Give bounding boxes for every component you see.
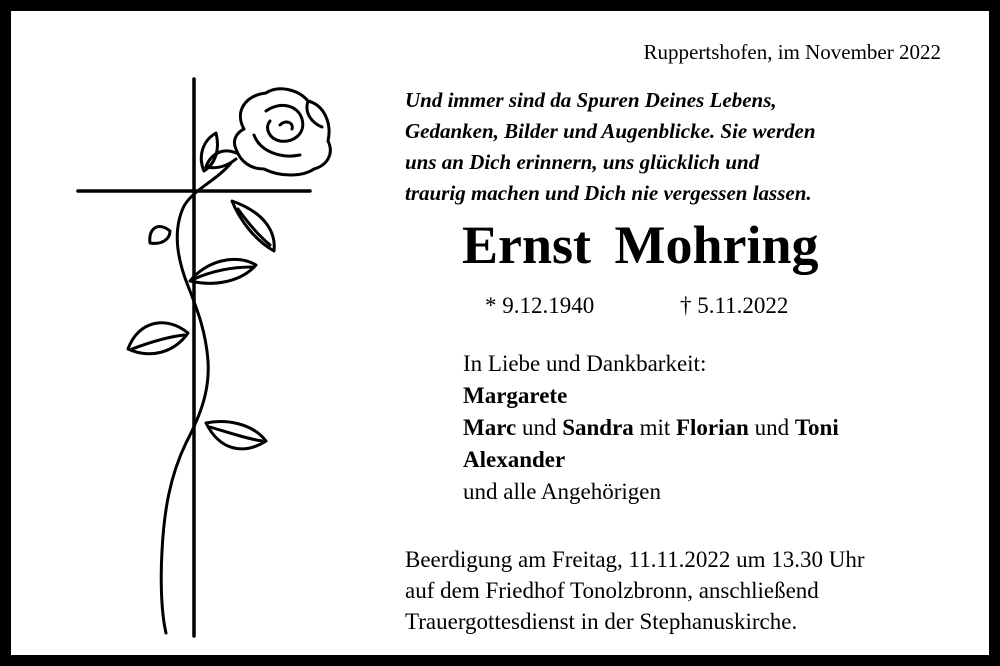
poem-line: uns an Dich erinnern, uns glücklich und bbox=[405, 150, 760, 174]
mourner-name: Margarete bbox=[463, 383, 568, 408]
mourners-list bbox=[463, 348, 839, 508]
deceased-name: Ernst Mohring bbox=[462, 215, 819, 275]
funeral-line: Beerdigung am Freitag, 11.11.2022 um 13.30 Uhr bbox=[405, 547, 865, 572]
poem-line: traurig machen und Dich nie vergessen lassen. bbox=[405, 181, 812, 205]
funeral-line: Trauergottesdienst in der Stephanuskirche. bbox=[405, 609, 798, 634]
funeral-info bbox=[405, 544, 865, 637]
mourner-name: Marc bbox=[463, 415, 517, 440]
connector-text: und bbox=[516, 415, 563, 440]
place-date: Ruppertshofen, im November 2022 bbox=[643, 40, 941, 64]
poem-line: Und immer sind da Spuren Deines Lebens, bbox=[405, 88, 777, 112]
connector-text: und bbox=[748, 415, 795, 440]
mourners-intro: In Liebe und Dankbarkeit: bbox=[463, 351, 707, 376]
death-date: † 5.11.2022 bbox=[680, 293, 789, 318]
mourner-name: Florian bbox=[675, 415, 749, 440]
mourners-closing: und alle Angehörigen bbox=[463, 479, 662, 504]
cross-with-rose-icon bbox=[66, 71, 356, 641]
birth-date: * 9.12.1940 bbox=[485, 293, 595, 318]
mourner-name: Sandra bbox=[562, 415, 634, 440]
mourner-name: Alexander bbox=[463, 447, 566, 472]
funeral-line: auf dem Friedhof Tonolzbronn, anschließend bbox=[405, 578, 819, 603]
poem bbox=[405, 85, 816, 209]
poem-line: Gedanken, Bilder und Augenblicke. Sie werden bbox=[405, 119, 816, 143]
connector-text: mit bbox=[633, 415, 676, 440]
mourner-name: Toni bbox=[794, 415, 839, 440]
mourners-line bbox=[463, 412, 839, 444]
